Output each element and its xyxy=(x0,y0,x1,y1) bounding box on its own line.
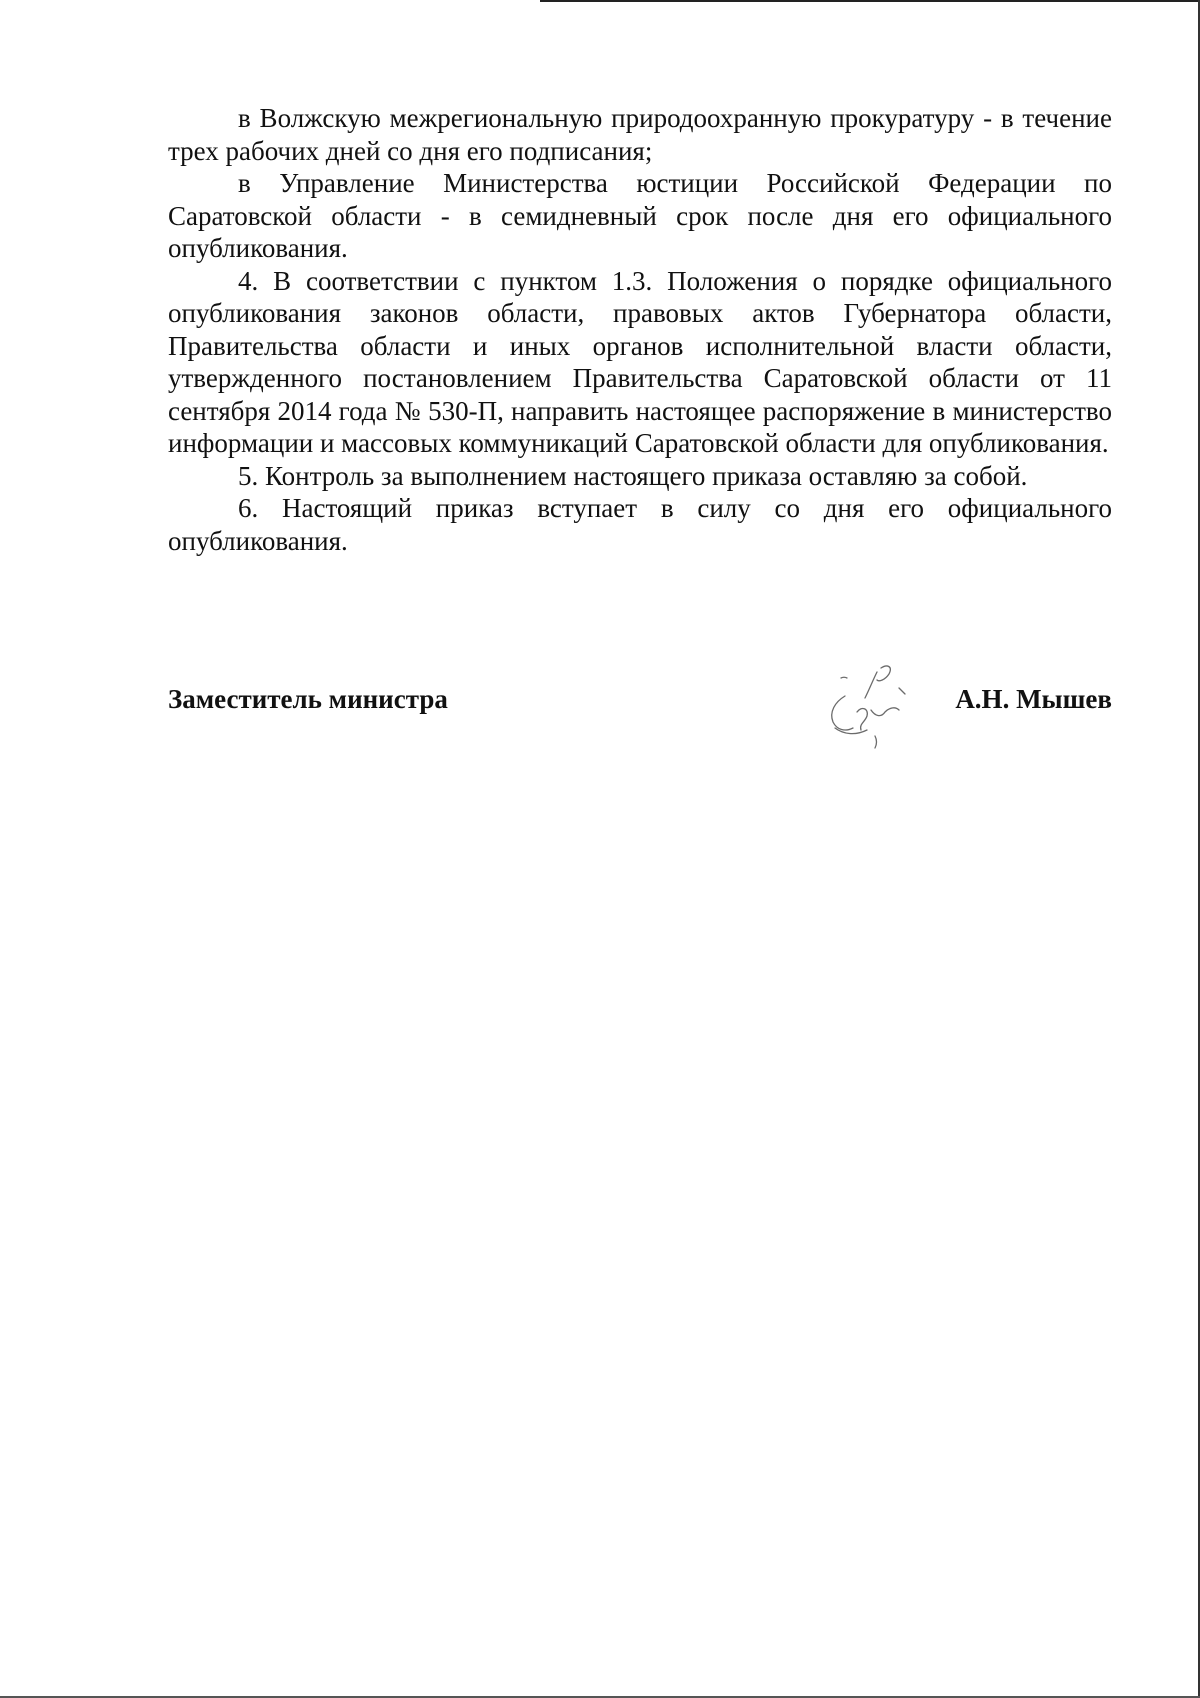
paragraph-prosecutor: в Волжскую межрегиональную природоохранную прокуратуру - в течение трех рабочих дней со дня его подписания; xyxy=(168,103,1112,166)
signer-title: Заместитель министра xyxy=(168,684,448,714)
paragraph-item-5: 5. Контроль за выполнением настоящего приказа оставляю за собой. xyxy=(238,460,1028,491)
scan-edge-top xyxy=(540,0,1200,2)
document-body xyxy=(168,102,1112,557)
paragraph-justice-ministry: в Управление Министерства юстиции Российской Федерации по Саратовской области - в семидневный срок после дня его официального опубликования. xyxy=(168,168,1112,263)
paragraph-item-4: 4. В соответствии с пунктом 1.3. Положения о порядке официального опубликования законов области, правовых актов Губернатора области, Правительства области и иных органов исполнительной власти области, утвержденного постановлением Правительства Саратовской области от 11 сентября 2014 года № 530-П, направить настоящее распоряжение в министерство информации и массовых коммуникаций Саратовской области для опубликования. xyxy=(168,265,1112,458)
paragraph-item-6: 6. Настоящий приказ вступает в силу со дня его официального опубликования. xyxy=(168,493,1112,556)
signer-name: А.Н. Мышев xyxy=(955,684,1112,714)
handwritten-signature xyxy=(815,650,925,760)
signature-block xyxy=(168,684,1112,724)
